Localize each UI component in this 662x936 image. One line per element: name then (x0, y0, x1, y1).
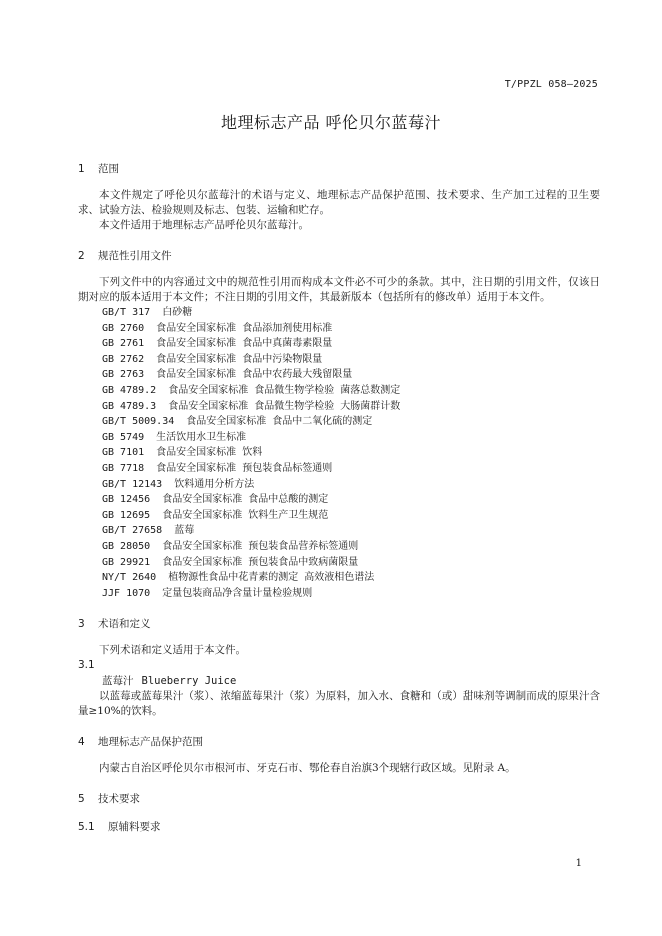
section-number: 2 (78, 250, 85, 262)
reference-item: GB/T 27658 蓝莓 (102, 525, 195, 537)
paragraph: 本文件规定了呼伦贝尔蓝莓汁的术语与定义、地理标志产品保护范围、技术要求、生产加工过程的卫生要求、试验方法、检验规则及标志、包装、运输和贮存。 (78, 189, 600, 216)
section-4-heading (78, 733, 600, 751)
reference-item: GB 28050 食品安全国家标准 预包装食品营养标签通则 (102, 540, 359, 552)
section-title: 范围 (98, 163, 119, 175)
reference-item: GB/T 317 白砂糖 (102, 307, 193, 318)
paragraph: 下列术语和定义适用于本文件。 (99, 644, 246, 657)
section-2-heading (78, 247, 600, 265)
term-definition: 以蓝莓或蓝莓果汁（浆）、浓缩蓝莓果汁（浆）为原料，加入水、食糖和（或）甜味剂等调制而成的原果汁含量≥10%的饮料。 (78, 690, 600, 718)
section-number: 5 (78, 793, 85, 806)
reference-item: GB 2760 食品安全国家标准 食品添加剂使用标准 (102, 322, 333, 334)
reference-list (78, 305, 600, 601)
paragraph: 本文件适用于地理标志产品呼伦贝尔蓝莓汁。 (99, 219, 309, 231)
paragraph: 下列文件中的内容通过文中的规范性引用而构成本文件必不可少的条款。其中，注日期的引用文件，仅该日期对应的版本适用于本文件；不注日期的引用文件，其最新版本（包括所有的修改单）适用于本文件。 (78, 276, 600, 303)
reference-item: GB/T 12143 饮料通用分析方法 (102, 478, 255, 490)
subsection-number: 5.1 (78, 821, 95, 834)
reference-item: GB 2762 食品安全国家标准 食品中污染物限量 (102, 353, 323, 365)
reference-item: GB/T 5009.34 食品安全国家标准 食品中二氧化硫的测定 (102, 416, 373, 428)
page-number: 1 (575, 858, 582, 869)
reference-item: GB 29921 食品安全国家标准 预包装食品中致病菌限量 (102, 556, 359, 568)
reference-item: GB 4789.3 食品安全国家标准 食品微生物学检验 大肠菌群计数 (102, 400, 401, 412)
term-number: 3.1 (78, 659, 95, 672)
section-title: 技术要求 (98, 793, 140, 806)
document-body (78, 160, 600, 836)
section-number: 1 (78, 163, 85, 175)
reference-item: GB 7718 食品安全国家标准 预包装食品标签通则 (102, 462, 333, 474)
reference-item: NY/T 2640 植物源性食品中花青素的测定 高效液相色谱法 (102, 572, 375, 584)
reference-item: GB 5749 生活饮用水卫生标准 (102, 431, 247, 443)
section-title: 规范性引用文件 (98, 250, 172, 262)
subsection-5-1-heading (78, 818, 600, 836)
section-number: 3 (78, 618, 85, 631)
reference-item: GB 12695 食品安全国家标准 饮料生产卫生规范 (102, 509, 329, 521)
section-1-heading (78, 160, 600, 178)
section-5-heading (78, 790, 600, 808)
term-entry (78, 673, 600, 689)
reference-item: JJF 1070 定量包装商品净含量计量检验规则 (102, 587, 313, 599)
document-title: 地理标志产品 呼伦贝尔蓝莓汁 (220, 113, 442, 132)
section-number: 4 (78, 736, 85, 749)
section-title: 术语和定义 (98, 618, 151, 631)
reference-item: GB 2761 食品安全国家标准 食品中真菌毒素限量 (102, 338, 333, 350)
paragraph: 内蒙古自治区呼伦贝尔市根河市、牙克石市、鄂伦春自治旗3个现辖行政区域。见附录 A。 (99, 762, 516, 775)
subsection-title: 原辅料要求 (108, 821, 161, 834)
reference-item: GB 4789.2 食品安全国家标准 食品微生物学检验 菌落总数测定 (102, 384, 401, 396)
document-code: T/PPZL 058—2025 (504, 79, 598, 90)
term-english: Blueberry Juice (141, 675, 237, 688)
reference-item: GB 12456 食品安全国家标准 食品中总酸的测定 (102, 494, 329, 506)
section-3-heading (78, 615, 600, 633)
term-chinese: 蓝莓汁 (102, 675, 134, 688)
reference-item: GB 2763 食品安全国家标准 食品中农药最大残留限量 (102, 369, 353, 381)
section-title: 地理标志产品保护范围 (98, 736, 203, 749)
reference-item: GB 7101 食品安全国家标准 饮料 (102, 447, 263, 459)
